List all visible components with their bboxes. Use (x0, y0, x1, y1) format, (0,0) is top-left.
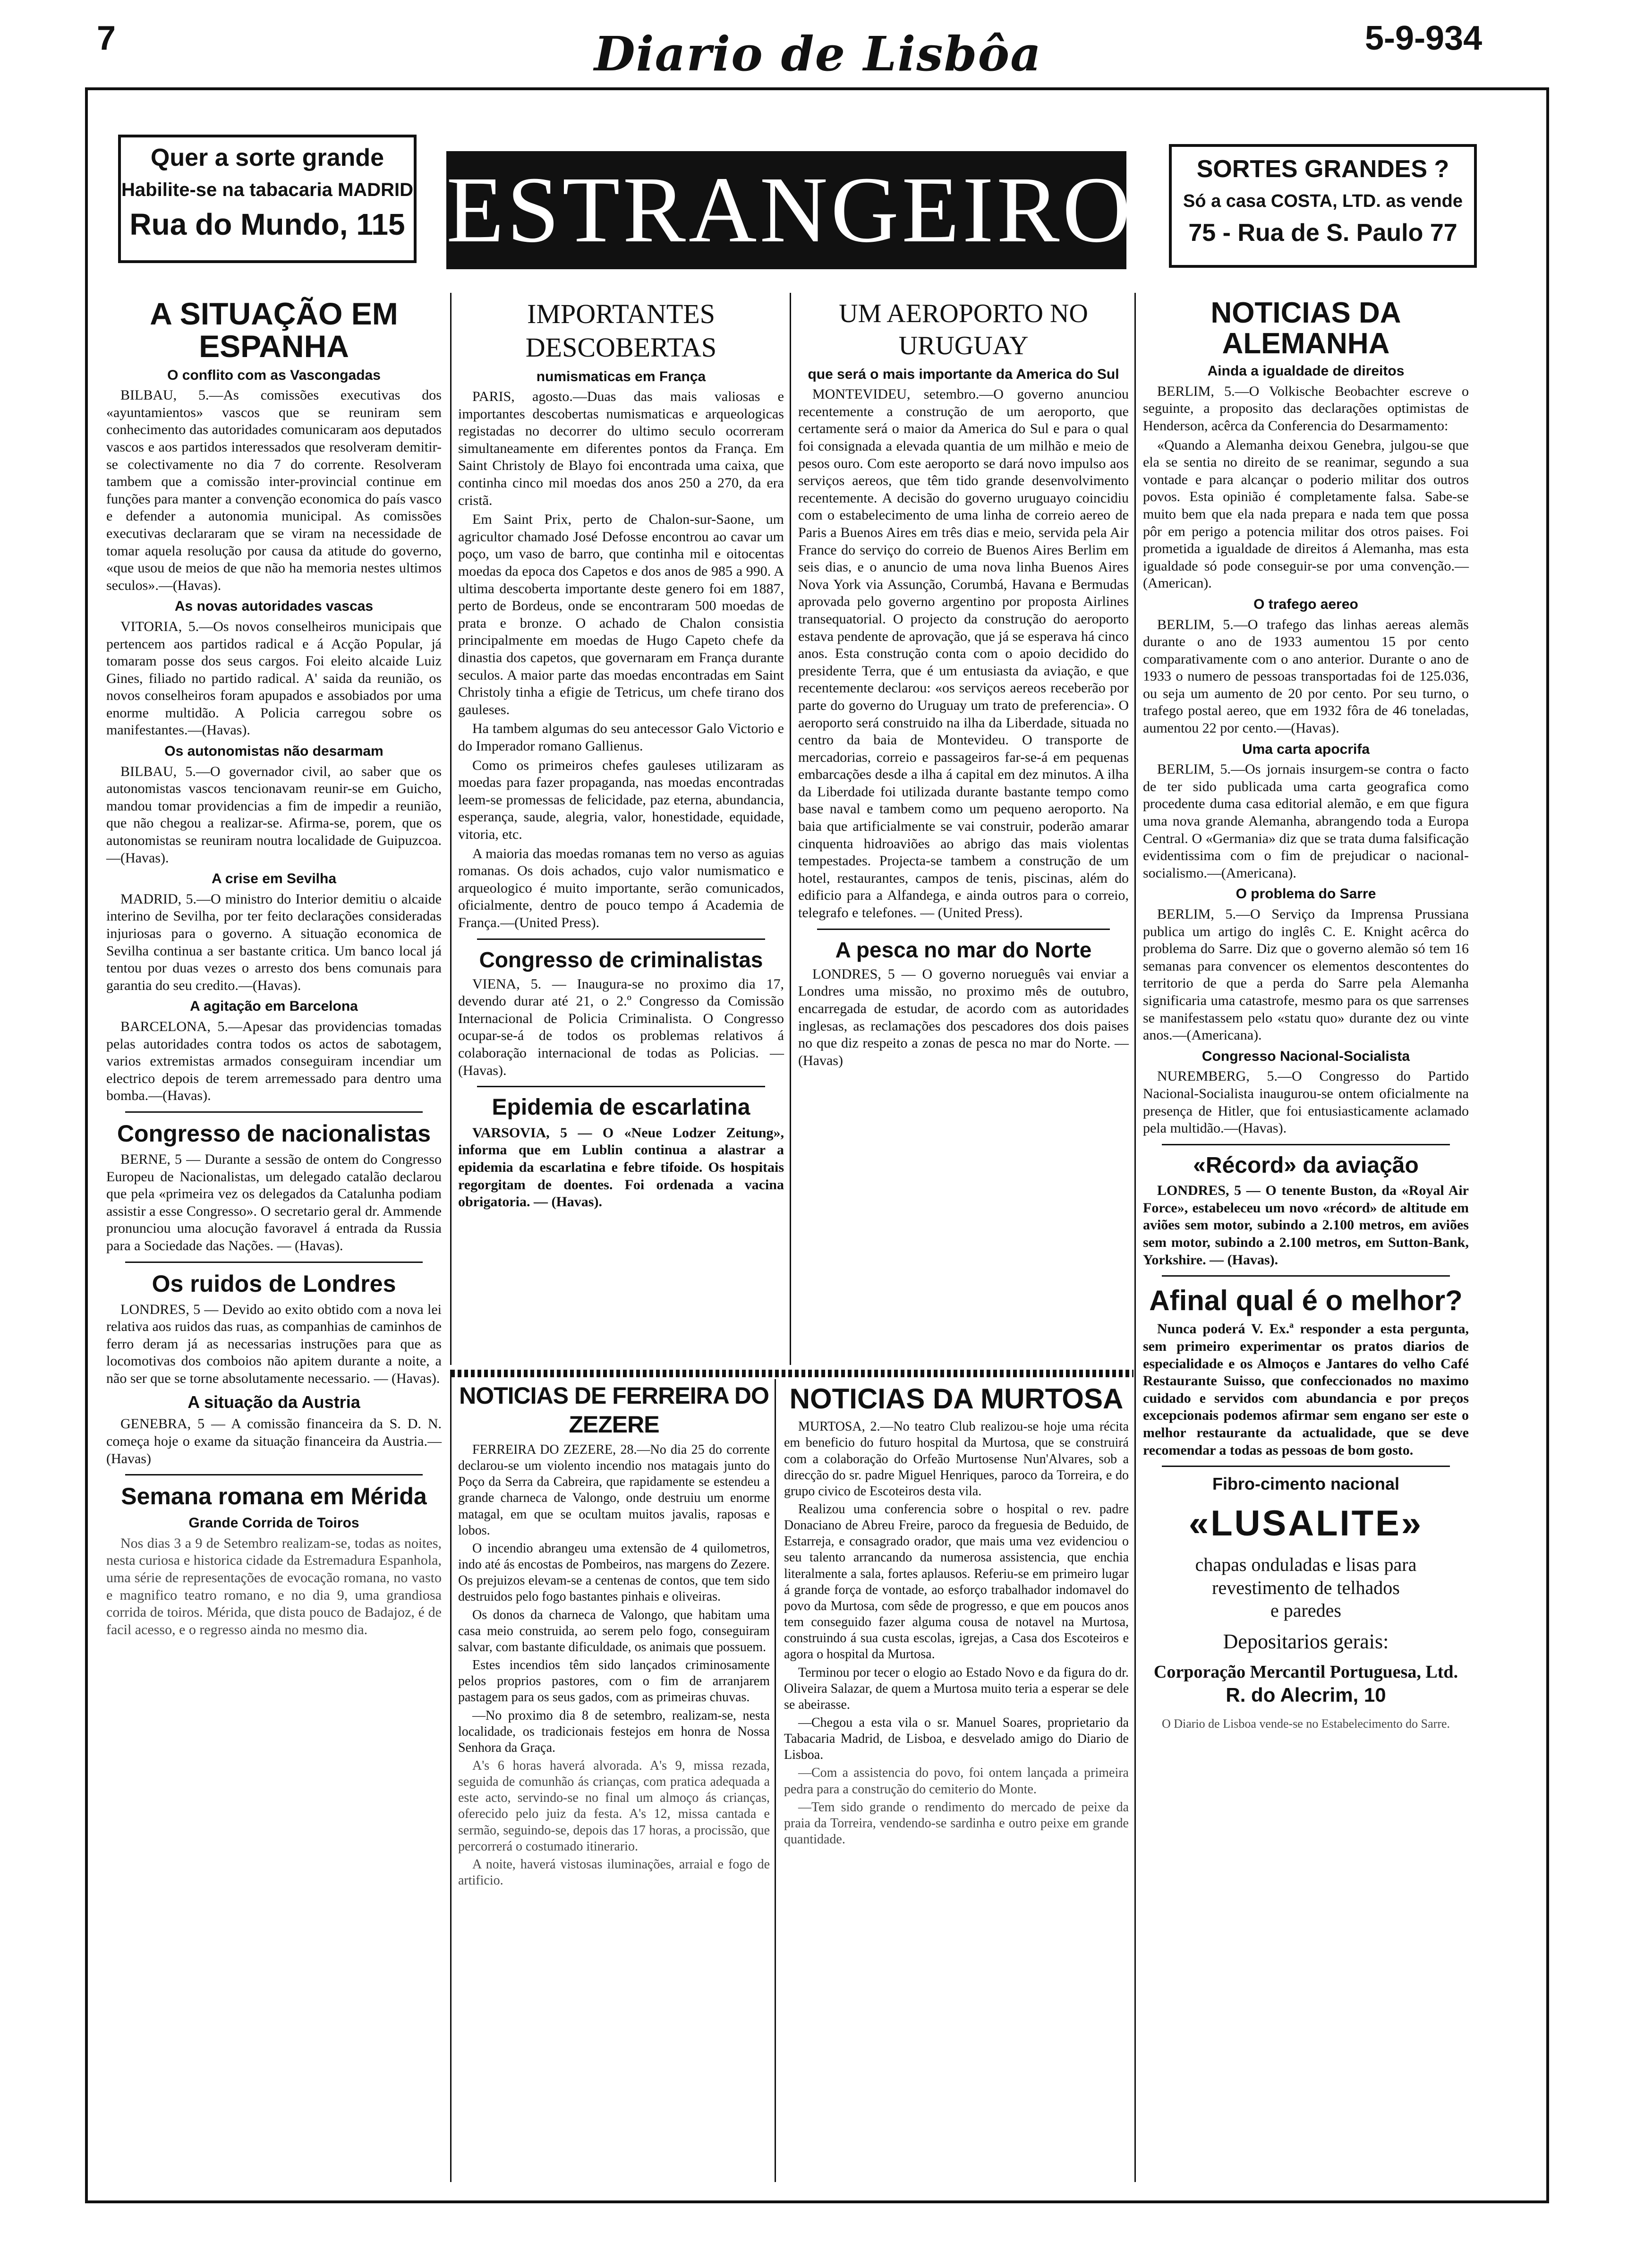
article-paragraph: VITORIA, 5.—Os novos conselheiros municipais que pertencem aos partidos radical e á Acção Popular, já tomaram posse dos seus cargos. Foi eleito alcaide Luiz Gines, filiado no partido radical. A' saida da reunião, os novos conselheiros foram apupados e assobiados por uma enorme multidão. A Policia carregou sobre os manifestantes.—(Havas). (106, 618, 442, 738)
headline-afinal-melhor: Afinal qual é o melhor? (1149, 1285, 1463, 1317)
headline-record-aviacao: «Récord» da aviação (1193, 1152, 1419, 1178)
article-paragraph: A noite, haverá vistosas iluminações, arraial e fogo de artificio. (458, 1857, 770, 1888)
divider (477, 938, 765, 940)
article-paragraph: —No proximo dia 8 de setembro, realizam-se, nesta localidade, os tradicionais festejos em honra de Nossa Senhora da Graça. (458, 1708, 770, 1755)
divider (125, 1474, 423, 1475)
article-paragraph: —Com a assistencia do povo, foi ontem lançada a primeira pedra para a construção do cemiterio do Monte. (784, 1765, 1129, 1797)
headline-escarlatina: Epidemia de escarlatina (492, 1095, 750, 1120)
article-paragraph: NUREMBERG, 5.—O Congresso do Partido Nacional-Socialista inaugurou-se ontem oficialmente na presença de Hitler, que foi entusiasticamente aclamado pela multidão.—(Havas). (1143, 1068, 1469, 1136)
article-paragraph: BERLIM, 5.—O Volkische Beobachter escreve o seguinte, a proposito das declarações optimistas de Henderson, acêrca da Conferencia do Desarmamento: (1143, 383, 1469, 434)
divider (817, 929, 1110, 930)
subhead: O problema do Sarre (1236, 886, 1376, 902)
ad-lusalite (1143, 1474, 1469, 1731)
subhead: O conflito com as Vascongadas (167, 367, 381, 383)
article-paragraph: FERREIRA DO ZEZERE, 28.—No dia 25 do corrente declarou-se um violento incendio nos matagais junto do Poço da Serra da Cabreira, que rapidamente se estendeu a grande charneca de Valongo, onde destruiu um enorme matagal, em que se ocultam muitos javalis, raposas e lobos. (458, 1442, 770, 1538)
hatched-separator (451, 1370, 1133, 1377)
ad-lusalite-line: chapas onduladas e lisas para (1195, 1553, 1417, 1575)
article-paragraph: LONDRES, 5 — Devido ao exito obtido com a nova lei relativa aos ruidos das ruas, as companhias de caminhos de ferro deram já as necessarias instruções para que as locomotivas dos comboios não apitem durante a noite, a não ser que se torne absolutamente necessario. — (Havas). (106, 1301, 442, 1386)
section-title: ESTRANGEIRO (446, 151, 1126, 269)
column-rule (1134, 293, 1136, 2182)
divider (125, 1111, 423, 1113)
ad-lusalite-line: O Diario de Lisboa vende-se no Estabelecimento do Sarre. (1161, 1717, 1450, 1731)
subhead: numismaticas em França (536, 368, 706, 384)
subhead: As novas autoridades vascas (174, 598, 374, 614)
story-ferreira (458, 1381, 770, 1891)
article-paragraph: MADRID, 5.—O ministro do Interior demitiu o alcaide interino de Sevilha, por ter feito declarações consideradas injuriosas para o governo. A situação economica de Sevilha continua a ser bastante critica. Um banco local já tentou por duas vezes o arresto dos bens comunais para garantia do seu credito.—(Havas). (106, 891, 442, 993)
headline-murtosa: NOTICIAS DA MURTOSA (789, 1383, 1124, 1415)
divider (1162, 1275, 1450, 1277)
issue-date: 5-9-934 (1365, 19, 1483, 57)
article-paragraph: A's 6 horas haverá alvorada. A's 9, missa rezada, seguida de comunhão ás crianças, com pratica adequada a este acto, servindo-se no final um almoço ás crianças, oferecido pelo juiz da festa. A's 12, missa cantada e sermão, seguindo-se, depois das 17 horas, a procissão, que percorrerá o costumado itinerario. (458, 1758, 770, 1854)
headline-ruidos-londres: Os ruidos de Londres (152, 1270, 396, 1297)
article-paragraph: «Quando a Alemanha deixou Genebra, julgou-se que ela se sentia no direito de se reanimar, segundo a sua vontade e para alcançar o poderio militar dos outros povos. Esta opinião é completamente falsa. Sabe-se muito bem que ela nada prepara e nada tem que possa pôr em perigo a potencia militar dos otros paises. Foi prometida a igualdade de direitos á Alemanha, mas esta igualdade só pode conseguir-se por uma convenção.—(American). (1143, 437, 1469, 591)
article-paragraph: GENEBRA, 5 — A comissão financeira da S. D. N. começa hoje o exame da situação financeira da Austria.—(Havas) (106, 1416, 442, 1467)
column-2 (458, 293, 784, 1213)
subhead: Congresso Nacional-Socialista (1201, 1048, 1410, 1064)
article-paragraph: PARIS, agosto.—Duas das mais valiosas e importantes descobertas numismaticas e arqueologicas registadas no decorrer do ultimo seculo ocorreram simultaneamente em diferentes pontos da França. Em Saint Christoly de Blayo foi encontrada uma caixa, que continha cinco mil moedas dos anos 250 a 270, da era cristã. (458, 389, 784, 508)
headline-espanha: A SITUAÇÃO EM ESPANHA (150, 296, 398, 364)
subhead: O trafego aereo (1253, 596, 1358, 612)
subhead: Ainda a igualdade de direitos (1207, 363, 1405, 379)
article-paragraph: Terminou por tecer o elogio ao Estado Novo e da figura do dr. Oliveira Salazar, de quem a Murtosa muito teria a esperar se dele se abeirasse. (784, 1665, 1129, 1712)
subhead: que será o mais importante da America do Sul (808, 366, 1119, 382)
article-paragraph: BARCELONA, 5.—Apesar das providencias tomadas pelas autoridades contra todos os actos de sabotagem, varios extremistas armados conseguiram incendiar um electrico depois de terem arremessado para dentro uma bomba.—(Havas). (106, 1018, 442, 1104)
page-number: 7 (97, 19, 116, 57)
subhead: Grande Corrida de Toiros (188, 1515, 359, 1531)
column-1 (106, 293, 442, 1640)
subhead: Uma carta apocrifa (1242, 741, 1370, 757)
article-paragraph: BERLIM, 5.—O Serviço da Imprensa Prussiana publica um artigo do inglês C. E. Knight acêrca do problema do Sarre. Diz que o governo alemão só tem 16 semanas para convencer os elementos descontentes do territorio de que a perda do Sarre pela Alemanha significaria uma catastrofe, mesmo para os que sarrenses se manifestassem pelo «statu quo» durante dez ou vinte anos.—(Americana). (1143, 906, 1469, 1043)
article-paragraph: BERNE, 5 — Durante a sessão de ontem do Congresso Europeu de Nacionalistas, um delegado catalão declarou que pela «primeira vez os delegados da Catalunha podiam assistir a esse Congresso». O secretario geral dr. Ammende pronunciou uma alocução favoravel á entrada da Russia para a Sociedade das Nações. — (Havas). (106, 1151, 442, 1253)
ad-left-line1: Quer a sorte grande (150, 144, 384, 171)
headline-merida: Semana romana em Mérida (121, 1483, 427, 1510)
headline-austria: A situação da Austria (187, 1392, 360, 1412)
article-paragraph: BERLIM, 5.—Os jornais insurgem-se contra o facto de ter sido publicada uma carta geografica como procedente duma casa editorial alemão, e em que figura uma nova grande Alemanha, abrangendo toda a Europa Central. O «Germania» diz que se trata duma falsificação evidentissima com o fim de prejudicar o nacional-socialismo.—(Americana). (1143, 761, 1469, 881)
headline-nacionalistas: Congresso de nacionalistas (117, 1120, 431, 1147)
divider (1162, 1466, 1450, 1467)
column-rule (790, 293, 791, 1365)
article-paragraph: Nos dias 3 a 9 de Setembro realizam-se, todas as noites, nesta curiosa e historica cidade da Estremadura Espanhola, uma série de representações de evocação romana, no vasto e magnifico teatro romano, e no dia 9, uma grandiosa corrida de toiros. Mérida, que dista pouco de Badajoz, é de facil acesso, e o regresso ainda no mesmo dia. (106, 1535, 442, 1637)
ad-right-line2: Só a casa COSTA, LTD. as vende (1183, 191, 1463, 211)
headline-ferreira: NOTICIAS DE FERREIRA DO ZEZERE (459, 1382, 769, 1438)
ad-lusalite-line: e paredes (1270, 1600, 1341, 1621)
subhead: A agitação em Barcelona (190, 998, 358, 1015)
article-paragraph: Em Saint Prix, perto de Chalon-sur-Saone, um agricultor chamado José Defosse encontrou ao cavar um poço, um vaso de barro, que continha mil e oitocentas moedas da epoca dos Capetos e dos anos de 985 a 990. A ultima descoberta importante deste genero foi em 1887, perto de Bordeus, onde se encontraram 500 moedas de prata e bronze. O achado de Chalon consistia principalmente em moedas de Hugo Capeto chefe da dinastia dos capetos, que governaram em França durante seculos. A maior parte das moedas encontradas em Saint Christoly tinha a efigie de Tetricus, um chefe tirano dos gauleses. (458, 512, 784, 717)
ad-casa-costa (1169, 144, 1477, 268)
ad-lusalite-line: R. do Alecrim, 10 (1226, 1684, 1386, 1706)
ad-lusalite-line: Corporação Mercantil Portuguesa, Ltd. (1153, 1662, 1458, 1682)
headline-criminalistas: Congresso de criminalistas (479, 947, 763, 972)
article-paragraph: LONDRES, 5 — O governo norueguês vai enviar a Londres uma missão, no proximo mês de outubro, encarregada de estudar, de acordo com as autoridades inglesas, as reclamações dos pescadores dos dois paises no que diz respeito a zonas de pesca no mar do Norte. —(Havas) (798, 966, 1129, 1068)
headline-descobertas: IMPORTANTES DESCOBERTAS (525, 298, 717, 363)
article-paragraph: VIENA, 5. — Inaugura-se no proximo dia 17, devendo durar até 21, o 2.º Congresso da Comissão Internacional de Policia Criminalista. O Congresso ocupar-se-á de todos os problemas relativos á colaboração internacional de todas as Policias. — (Havas). (458, 976, 784, 1078)
column-3 (798, 293, 1129, 1071)
article-paragraph: —Chegou a esta vila o sr. Manuel Soares, proprietario da Tabacaria Madrid, de Lisboa, e desvelado amigo do Diario de Lisboa. (784, 1715, 1129, 1763)
article-paragraph: A maioria das moedas romanas tem no verso as aguias romanas. Os dois achados, cujo valor numismatico e arqueologico é muito importante, serão comunicados, oficialmente, dentro de pouco tempo á Academia de França.—(United Press). (458, 845, 784, 930)
divider (125, 1262, 423, 1263)
column-rule (450, 293, 452, 1365)
ad-left-line3: Rua do Mundo, 115 (129, 207, 405, 241)
article-paragraph: BILBAU, 5.—O governador civil, ao saber que os autonomistas vascos tencionavam reunir-se em Guicho, mandou tomar providencias a fim de impedir a reunião, que não chegou a realizar-se. Afirma-se, porem, que os autonomistas se reuniram noutra localidade de Guipuzcoa.—(Havas). (106, 763, 442, 866)
article-paragraph: MURTOSA, 2.—No teatro Club realizou-se hoje uma récita em beneficio do futuro hospital da Murtosa, que se construirá com a colaboração do Orfeão Murtosense Nun'Alvares, sob a direcção do sr. padre Miguel Henriques, paroco da Torreira, e do grupo civico de Escoteiros desta vila. (784, 1419, 1129, 1499)
article-paragraph: Como os primeiros chefes gauleses utilizaram as moedas para fazer propaganda, nas moedas encontradas leem-se promessas de felicidade, paz eterna, abundancia, esperança, saude, alegria, valor, honestidade, equidade, vitoria, etc. (458, 757, 784, 842)
article-paragraph: VARSOVIA, 5 — O «Neue Lodzer Zeitung», informa que em Lublin continua a alastrar a epidemia da escarlatina e febre tifoide. Os hospitais regorgitam de doentes. Foi ordenada a vacina obrigatoria. — (Havas). (458, 1125, 784, 1210)
ad-lusalite-line: revestimento de telhados (1212, 1577, 1400, 1598)
ad-right-line3: 75 - Rua de S. Paulo 77 (1188, 219, 1457, 247)
headline-aeroporto: UM AEROPORTO NO URUGUAY (839, 299, 1088, 361)
article-paragraph: BERLIM, 5.—O trafego das linhas aereas alemãs durante o ano de 1933 aumentou 15 por cento comparativamente com o ano anterior. Durante o ano de 1933 o numero de pessoas transportadas foi de 125.036, ou seja um aumento de 20 por cento. Por seu turno, o trafego postal aereo, que em 1932 fôra de 46 toneladas, aumentou 22 por cento.—(Havas). (1143, 616, 1469, 736)
subhead: A crise em Sevilha (211, 871, 337, 887)
ad-right-line1: SORTES GRANDES ? (1196, 155, 1449, 183)
article-paragraph: Estes incendios têm sido lançados criminosamente pelos proprios pastores, com o fim de arranjarem pastagem para os seus gados, com as primeiras chuvas. (458, 1658, 770, 1705)
column-rule (775, 1379, 776, 2182)
article-paragraph: Ha tambem algumas do seu antecessor Galo Victorio e do Imperador romano Gallienus. (458, 721, 784, 754)
article-paragraph: LONDRES, 5 — O tenente Buston, da «Royal Air Force», estabeleceu um novo «récord» de altitude em aviões sem motor, subindo a 2.100 metros, em aviões sem motor, subindo a 2.100 metros, em Sutton-Bank, Yorkshire. — (Havas). (1143, 1183, 1469, 1268)
article-paragraph: O incendio abrangeu uma extensão de 4 quilometros, indo até ás encostas de Pombeiros, nas margens do Zezere. Os prejuizos elevam-se a centenas de contos, que tem sido destruidos pelo fogo bastantes pinhais e oliveiras. (458, 1541, 770, 1604)
ad-left-line2: Habilite-se na tabacaria MADRID (121, 179, 413, 200)
divider (1162, 1144, 1450, 1145)
column-4 (1143, 293, 1469, 1731)
article-paragraph: MONTEVIDEU, setembro.—O governo anunciou recentemente a construção de um aeroporto, que certamente será o maior da America do Sul e para o qual foi consignada a elevada quantia de um milhão e meio de pesos ouro. Com este aeroporto se dará novo impulso aos serviços aereos, que têm tido grande desenvolvimento recentemente. A decisão do governo uruguayo coincidiu com o estabelecimento de uma linha de correio aereo de Paris a Buenos Aires em três dias e meio, servida pela Air France do serviço do correio de Buenos Aires Berlim em seis dias, e o anuncio de uma nova linha Buenos Aires Nova York via Assunção, Corumbá, Havana e Bermudas aprovada pelo governo argentino por proposta Airlines transequatorial. O projecto da construção do aeroporto estava pendente de aprovação, que já se esperava há cinco anos. Esta construção conta com o apoio decidido do presidente Terra, que é um entusiasta da aviação, e que recentemente declarou: «os serviços aereos receberão por parte do governo do Uruguay um trato de preferencia». O aeroporto será construido na ilha da Liberdade, situada no centro da baia de Montevideu. O transporte de mercadorias, correio e passageiros far-se-á em pequenas embarcações desde a ilha á capital em dez minutos. A ilha da Liberdade foi utilizada durante bastante tempo como base naval e tambem como um pequeno aeroporto. Na baia que artificialmente se vai construir, poderão amarar cinquenta hidroaviões ao abrigo das mais violentas tempestades. Projecta-se tambem a construção de um hotel, restaurantes, campos de tenis, piscinas, além do edificio para a Alfandega, e ainda outros para o correio, telegrafo e telefones. — (United Press). (798, 386, 1129, 921)
ad-lusalite-brand: «LUSALITE» (1188, 1503, 1423, 1544)
column-rule (450, 1370, 452, 2182)
article-paragraph: Realizou uma conferencia sobre o hospital o rev. padre Donaciano de Abreu Freire, paroco da freguesia de Beduido, de Estarreja, e consagrado orador, que mais uma vez evidenciou o seu talento arrancando da numerosa assistencia, que enchia literalmente a sala, fortes aplausos. Referiu-se em primeiro lugar á grande força de vontade, ao esforço trabalhador indomavel do povo da Murtosa, com sêde de progresso, e que em poucos anos tem conseguido fazer alguma cousa de notavel na Murtosa, construindo á sua custa escolas, igrejas, a Casa dos Escoteiros e agora o hospital da Murtosa. (784, 1501, 1129, 1662)
article-paragraph: —Tem sido grande o rendimento do mercado de peixe da praia da Torreira, vendendo-se sardinha e outro peixe em grande quantidade. (784, 1799, 1129, 1847)
masthead: Diario de Lisbôa (594, 26, 1042, 82)
ad-tabacaria-madrid (118, 135, 417, 263)
headline-pesca: A pesca no mar do Norte (835, 937, 1092, 962)
story-murtosa (784, 1381, 1129, 1850)
subhead: Os autonomistas não desarmam (164, 743, 383, 759)
advert-paragraph: Nunca poderá V. Ex.ª responder a esta pergunta, sem primeiro experimentar os pratos diarios de especialidade e os Almoços e Jantares do velho Café Restaurante Suisso, que confeccionados no maximo cuidado e servidos com abundancia e por preços excepcionais podemos afirmar sem engano ser este o melhor restaurante da actualidade, que se deve recomendar a todas as pessoas de bom gosto. (1143, 1321, 1469, 1458)
ad-lusalite-title: Fibro-cimento nacional (1212, 1474, 1400, 1494)
ad-lusalite-line: Depositarios gerais: (1223, 1630, 1389, 1654)
article-paragraph: Os donos da charneca de Valongo, que habitam uma casa meio construida, ao serem pelo fogo, conseguiram salvar, com bastante dificuldade, os animais que possuem. (458, 1607, 770, 1654)
divider (477, 1086, 765, 1087)
headline-alemanha: NOTICIAS DA ALEMANHA (1210, 297, 1401, 360)
article-paragraph: BILBAU, 5.—As comissões executivas dos «ayuntamientos» vascos que se reuniram sem conhecimento das autoridades comunicaram aos deputados vascos e aos partidos interessados que resolveram demitir-se colectivamente no dia 7 do corrente. Resolveram tambem que a comissão inter-provincial continue em funções para manter a convenção economica do país vasco e defender a autonomia municipal. As comissões executivas declararam que se viram na necessidade de tomar aquela resolução por causa da atitude do governo, «que usou de meios de que não ha memoria nestes ultimos seculos».—(Havas). (106, 387, 442, 593)
